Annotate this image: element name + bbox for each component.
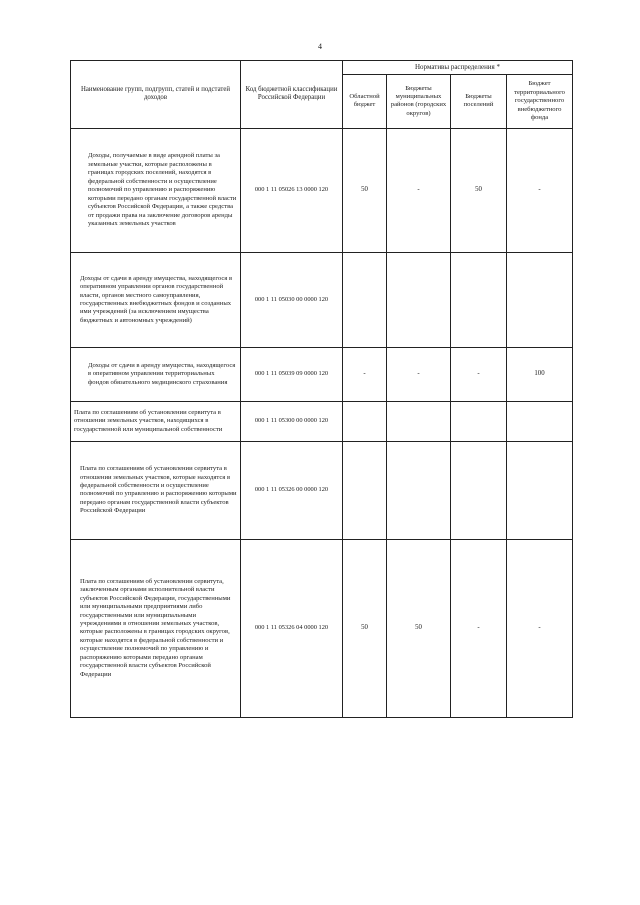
row-name-text: Плата по соглашениям об установлении сервитута в отношении земельных участков, находящихся в государственной или муниципальной собственности [74,408,223,433]
row-value-regional [343,401,387,441]
header-code: Код бюджетной классификации Российской Федерации [241,61,343,129]
row-value-regional [343,252,387,347]
row-name [71,128,241,252]
row-value-municipal [387,441,451,539]
row-name [71,539,241,717]
row-name [71,441,241,539]
row-value-settlements: 50 [451,128,507,252]
table-row [71,539,573,717]
row-name-text: Плата по соглашениям об установлении сервитута, заключенным органами исполнительной власти субъектов Российской Федерации, государственными или муниципальными предприятиями либо государственными или муниципальными учреждениями в отношении земельных участков, которые расположены в границах городских округов, которые находятся в федеральной собственности и осуществление полномочий по управлению и распоряжению которыми передано органам государственной власти субъектов Российской Федерации [80,577,231,678]
row-value-municipal: - [387,347,451,401]
row-value-settlements [451,441,507,539]
row-value-municipal: - [387,128,451,252]
header-regional-budget: Областной бюджет [343,74,387,128]
row-value-settlements: - [451,539,507,717]
row-value-fund [507,441,573,539]
row-value-regional [343,441,387,539]
row-name-text: Доходы от сдачи в аренду имущества, находящегося в оперативном управлении территориальных фондов обязательного медицинского страхования [88,361,236,386]
table-row [71,347,573,401]
distribution-table [70,60,573,718]
row-value-fund [507,401,573,441]
row-name-text: Плата по соглашениям об установлении сервитута в отношении земельных участков, которые находятся в федеральной собственности и осуществление полномочий по управлению и распоряжению которыми передано органам государственной власти субъектов Российской Федерации [80,465,237,515]
row-code: 000 1 11 05300 00 0000 120 [241,401,343,441]
row-code: 000 1 11 05039 09 0000 120 [241,347,343,401]
row-name [71,252,241,347]
row-value-fund: 100 [507,347,573,401]
header-row-top [71,61,573,75]
header-extrabudgetary-fund: Бюджет территориального государственного внебюджетного фонда [507,74,573,128]
row-value-municipal [387,252,451,347]
row-name [71,401,241,441]
table-row [71,252,573,347]
row-value-settlements [451,401,507,441]
row-code: 000 1 11 05326 04 0000 120 [241,539,343,717]
header-settlement-budgets: Бюджеты поселений [451,74,507,128]
page-number: 4 [318,42,322,51]
row-value-regional: - [343,347,387,401]
row-name-text: Доходы от сдачи в аренду имущества, находящегося в оперативном управлении органов государственной власти, органов местного самоуправления, государственных внебюджетных фондов и созданных ими учреждений (за исключением имущества бюджетных и автономных учреждений) [80,274,233,324]
table-row [71,128,573,252]
row-value-municipal [387,401,451,441]
row-code: 000 1 11 05026 13 0000 120 [241,128,343,252]
row-value-fund [507,252,573,347]
row-code: 000 1 11 05030 00 0000 120 [241,252,343,347]
row-value-regional: 50 [343,539,387,717]
header-name: Наименование групп, подгрупп, статей и подстатей доходов [71,61,241,129]
row-value-regional: 50 [343,128,387,252]
header-municipal-budgets: Бюджеты муниципальных районов (городских округов) [387,74,451,128]
row-name [71,347,241,401]
row-value-municipal: 50 [387,539,451,717]
row-code: 000 1 11 05326 00 0000 120 [241,441,343,539]
row-value-fund: - [507,128,573,252]
table-row [71,441,573,539]
table-row [71,401,573,441]
row-value-settlements [451,252,507,347]
row-name-text: Доходы, получаемые в виде арендной платы за земельные участки, которые расположены в границах городских поселений, находятся в федеральной собственности и осуществление полномочий по управлению и распоряжению которыми передано органам государственной власти субъектов Российской Федерации, а также средства от продажи права на заключение договоров аренды указанных земельных участков [88,152,237,227]
header-distribution-group: Нормативы распределения * [343,61,573,75]
row-value-fund: - [507,539,573,717]
row-value-settlements: - [451,347,507,401]
